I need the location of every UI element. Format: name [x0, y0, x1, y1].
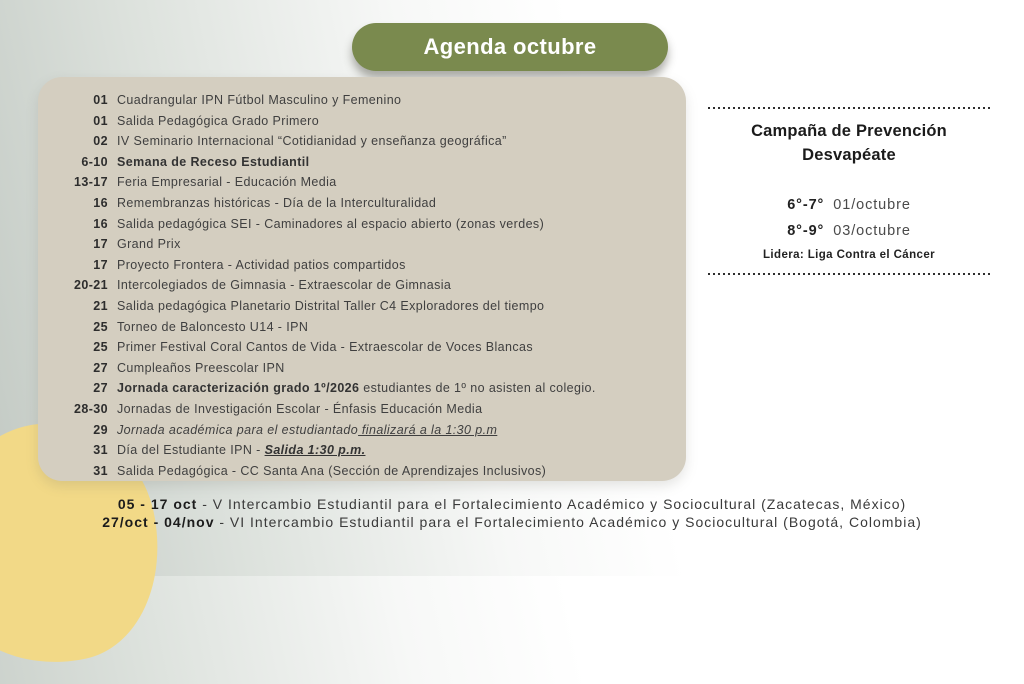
- agenda-row: [38, 443, 686, 458]
- agenda-row-text: IV Seminario Internacional “Cotidianidad y enseñanza geográfica”: [117, 134, 507, 149]
- footer-line: [0, 514, 1024, 532]
- agenda-row-text: Grand Prix: [117, 237, 181, 252]
- agenda-row-text: Intercolegiados de Gimnasia - Extraescolar de Gimnasia: [117, 278, 452, 293]
- agenda-row-text: Proyecto Frontera - Actividad patios compartidos: [117, 257, 406, 272]
- agenda-row-text: Torneo de Baloncesto U14 - IPN: [117, 319, 309, 334]
- agenda-row-date: 29: [93, 422, 108, 437]
- agenda-row-text: Feria Empresarial - Educación Media: [117, 175, 337, 190]
- campaign-date: 01/octubre: [833, 197, 911, 213]
- footer-line-text: - VI Intercambio Estudiantil para el Fortalecimiento Académico y Sociocultural (Bogotá, Colombia): [214, 513, 922, 530]
- agenda-panel: [38, 77, 686, 481]
- agenda-row-date: 17: [93, 237, 108, 252]
- agenda-row: [38, 423, 686, 438]
- agenda-row-date: 16: [93, 216, 108, 231]
- footer-line-date: 27/oct - 04/nov: [102, 513, 215, 530]
- agenda-row-date: 25: [93, 340, 108, 355]
- agenda-row-date: 01: [93, 113, 108, 128]
- agenda-row: [38, 278, 686, 293]
- campaign-grades: 8°-9°: [787, 223, 825, 239]
- dotted-divider-bottom: [708, 273, 990, 275]
- agenda-row-text: Jornada académica para el estudiantado finalizará a la 1:30 p.m: [117, 422, 498, 437]
- agenda-row-date: 27: [93, 381, 108, 396]
- footer-line-date: 05 - 17 oct: [117, 496, 198, 512]
- agenda-row: [38, 340, 686, 355]
- agenda-row-text: Jornada caracterización grado 1º/2026 estudiantes de 1º no asisten al colegio.: [117, 381, 596, 396]
- campaign-grades: 6°-7°: [787, 197, 825, 213]
- footer-exchange-lines: [0, 496, 1024, 531]
- campaign-date: 03/octubre: [833, 223, 911, 239]
- agenda-row-date: 31: [93, 443, 108, 458]
- agenda-row-date: 25: [93, 319, 108, 334]
- agenda-list: [38, 77, 686, 478]
- agenda-row: [38, 464, 686, 479]
- campaign-title-line1: Campaña de Prevención: [751, 122, 947, 140]
- agenda-row: [38, 361, 686, 376]
- agenda-row-text: Primer Festival Coral Cantos de Vida - Extraescolar de Voces Blancas: [117, 340, 534, 355]
- agenda-row-text: Remembranzas históricas - Día de la Interculturalidad: [117, 195, 437, 210]
- agenda-row-text: Semana de Receso Estudiantil: [117, 154, 310, 169]
- agenda-row-date: 01: [93, 93, 108, 107]
- agenda-row: [38, 381, 686, 396]
- dotted-divider-top: [708, 107, 990, 109]
- agenda-row: [38, 402, 686, 417]
- agenda-row: [38, 155, 686, 170]
- agenda-row: [38, 299, 686, 314]
- agenda-row-date: 17: [93, 257, 108, 272]
- agenda-row: [38, 134, 686, 149]
- agenda-row-text: Jornadas de Investigación Escolar - Énfasis Educación Media: [117, 401, 483, 416]
- agenda-row-date: 13-17: [74, 175, 108, 190]
- campaign-schedule-line: [708, 218, 990, 244]
- agenda-row-text: Día del Estudiante IPN - Salida 1:30 p.m.: [117, 443, 366, 458]
- agenda-row-date: 16: [93, 195, 108, 210]
- footer-line: [0, 496, 1024, 514]
- campaign-panel: [708, 107, 990, 275]
- agenda-row-date: 6-10: [81, 154, 108, 169]
- agenda-row-date: 28-30: [74, 401, 108, 416]
- agenda-row: [38, 93, 686, 108]
- agenda-row-text: Salida pedagógica Planetario Distrital Taller C4 Exploradores del tiempo: [117, 298, 545, 313]
- campaign-schedule: [708, 192, 990, 244]
- agenda-row-date: 31: [93, 463, 108, 478]
- agenda-row-text: Cuadrangular IPN Fútbol Masculino y Femenino: [117, 93, 402, 107]
- campaign-title: [708, 120, 990, 167]
- agenda-row-date: 20-21: [74, 278, 108, 293]
- footer-line-text: - V Intercambio Estudiantil para el Fortalecimiento Académico y Sociocultural (Zacatecas, México): [197, 496, 907, 512]
- campaign-schedule-line: [708, 192, 990, 218]
- agenda-row-date: 27: [93, 360, 108, 375]
- agenda-row-text: Salida Pedagógica - CC Santa Ana (Sección de Aprendizajes Inclusivos): [117, 463, 547, 478]
- agenda-row: [38, 258, 686, 273]
- page-title-pill: [352, 23, 668, 71]
- agenda-row-text: Salida Pedagógica Grado Primero: [117, 113, 320, 128]
- agenda-row: [38, 175, 686, 190]
- agenda-row-date: 21: [93, 298, 108, 313]
- agenda-row: [38, 114, 686, 129]
- campaign-title-line2: Desvapéate: [802, 145, 896, 164]
- agenda-row: [38, 237, 686, 252]
- agenda-row: [38, 196, 686, 211]
- agenda-row: [38, 320, 686, 335]
- agenda-row-date: 02: [93, 134, 108, 149]
- agenda-row-text: Salida pedagógica SEI - Caminadores al espacio abierto (zonas verdes): [117, 216, 545, 231]
- agenda-row-text: Cumpleaños Preescolar IPN: [117, 360, 285, 375]
- campaign-leader: Lidera: Liga Contra el Cáncer: [763, 249, 935, 261]
- page-title: Agenda octubre: [423, 34, 597, 59]
- agenda-row: [38, 217, 686, 232]
